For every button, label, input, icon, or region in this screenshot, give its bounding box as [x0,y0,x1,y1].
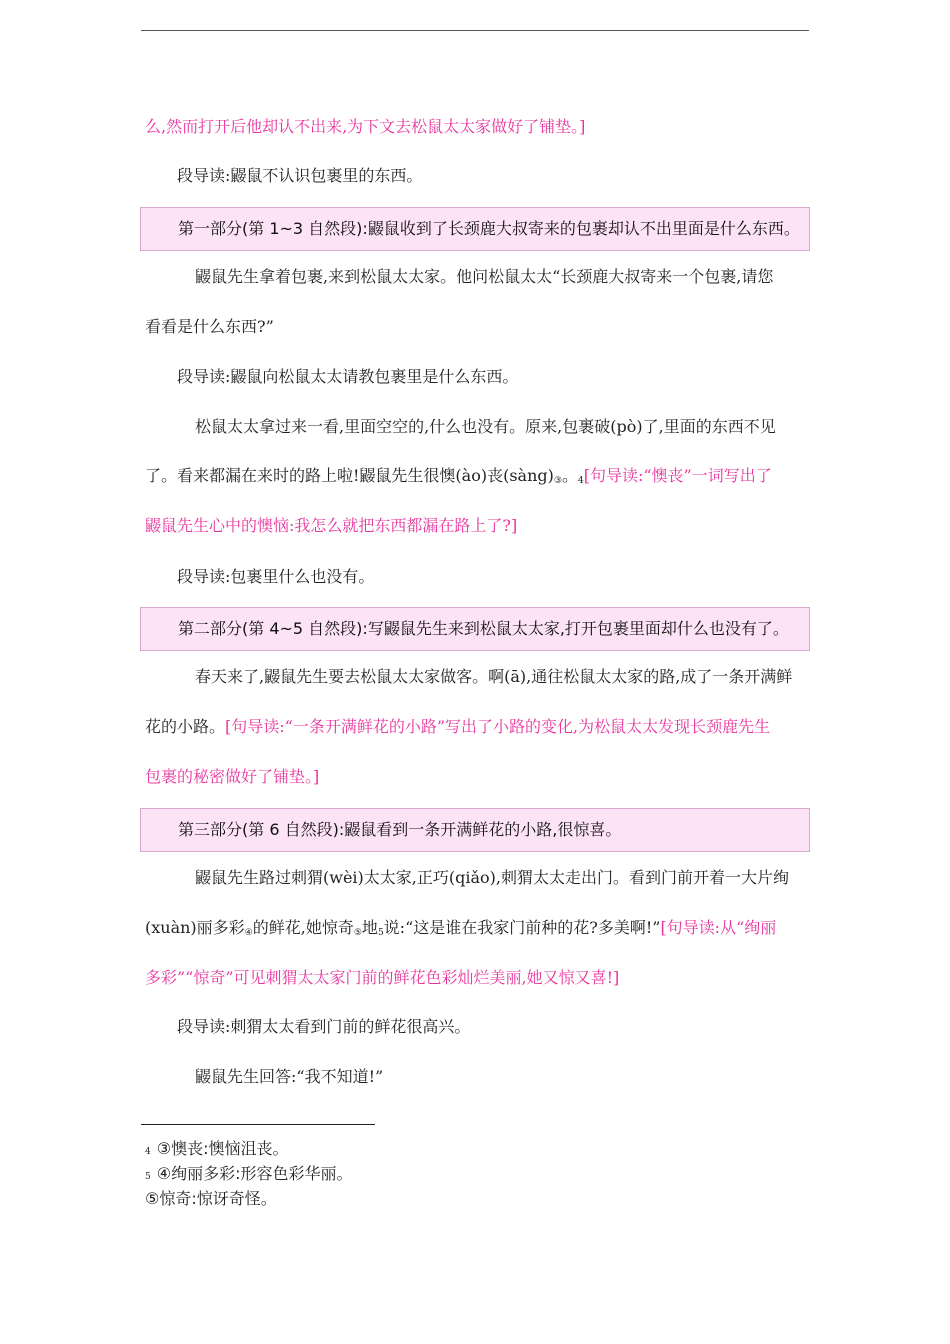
footnote-mark: ③ [553,476,562,486]
paragraph-line: 鼹鼠先生路过刺猬(wèi)太太家,正巧(qiǎo),刺猬太太走出门。看到门前开着一大片绚 [195,868,789,887]
footnote-mark: ⑤ [353,928,362,938]
header-rule [141,30,809,31]
paragraph-text: (xuàn)丽多彩 [145,918,245,937]
footnote-text: ⑤惊奇:惊讶奇怪。 [145,1189,277,1208]
sentence-guide-end: 么,然而打开后他却认不出来,为下文去松鼠太太家做好了铺垫。] [145,117,586,136]
paragraph-text: 说:“这是谁在我家门前种的花?多美啊!” [383,918,661,937]
footnote-number: 4 [145,1147,151,1157]
guide-label: 段导读: [177,367,231,386]
paragraph-text: 地 [361,918,378,937]
paragraph-line [145,465,810,490]
part-heading-1 [140,207,810,251]
guide-label: 段导读: [177,166,231,185]
guide-text: 包裹里什么也没有。 [230,567,375,586]
footnote [145,1163,352,1188]
paragraph-line: 鼹鼠先生拿着包裹,来到松鼠太太家。他问松鼠太太“长颈鹿大叔寄来一个包裹,请您 [195,267,774,286]
guide-label: 段导读: [177,1017,231,1036]
paragraph-line [145,917,810,942]
part-heading-text: 第三部分(第 6 自然段):鼹鼠看到一条开满鲜花的小路,很惊喜。 [178,820,622,839]
guide-text: 鼹鼠向松鼠太太请教包裹里是什么东西。 [230,367,519,386]
paragraph-line: 春天来了,鼹鼠先生要去松鼠太太家做客。啊(ā),通往松鼠太太家的路,成了一条开满鲜 [195,667,793,686]
sentence-guide: 多彩”“惊奇”可见刺猬太太家门前的鲜花色彩灿烂美丽,她又惊又喜!] [145,968,620,987]
guide-text: 刺猬太太看到门前的鲜花很高兴。 [230,1017,471,1036]
sentence-guide: [句导读:“懊丧”一词写出了 [583,466,772,485]
footnote-number: 5 [145,1172,151,1182]
paragraph-text: 了。看来都漏在来时的路上啦!鼹鼠先生很懊(ào)丧(sàng) [145,466,554,485]
footnote-ref: 5 [377,928,384,938]
footnote-mark: ④ [244,928,253,938]
paragraph-text: 。 [561,466,578,485]
part-heading-3 [140,808,810,852]
part-heading-text: 第二部分(第 4~5 自然段):写鼹鼠先生来到松鼠太太家,打开包裹里面却什么也没有了。 [178,619,789,638]
paragraph-text: 的鲜花,她惊奇 [252,918,354,937]
paragraph-line [145,716,810,738]
section-guide-4 [177,1016,842,1038]
guide-text: 鼹鼠不认识包裹里的东西。 [230,166,423,185]
part-heading-text: 第一部分(第 1~3 自然段):鼹鼠收到了长颈鹿大叔寄来的包裹却认不出里面是什么东西。 [178,219,800,238]
footnote [145,1188,277,1210]
footnote-ref: 4 [577,476,584,486]
footnote-text: ③懊丧:懊恼沮丧。 [156,1139,289,1158]
sentence-guide: [句导读:“一条开满鲜花的小路”写出了小路的变化,为松鼠太太发现长颈鹿先生 [225,717,771,736]
section-guide-1 [177,165,842,187]
sentence-guide: 包裹的秘密做好了铺垫。] [145,767,320,786]
paragraph-line: 松鼠太太拿过来一看,里面空空的,什么也没有。原来,包裹破(pò)了,里面的东西不见 [195,417,776,436]
paragraph-line: 看看是什么东西?” [145,317,274,336]
guide-label: 段导读: [177,567,231,586]
paragraph-text: 花的小路。 [145,717,226,736]
sentence-guide: 鼹鼠先生心中的懊恼:我怎么就把东西都漏在路上了?] [145,516,518,535]
section-guide-2 [177,366,842,388]
part-heading-2 [140,607,810,651]
footnote [145,1138,288,1163]
footnote-rule [141,1124,375,1125]
section-guide-3 [177,566,842,588]
paragraph-line: 鼹鼠先生回答:“我不知道!” [195,1067,384,1086]
footnote-text: ④绚丽多彩:形容色彩华丽。 [156,1164,353,1183]
sentence-guide: [句导读:从“绚丽 [660,918,777,937]
